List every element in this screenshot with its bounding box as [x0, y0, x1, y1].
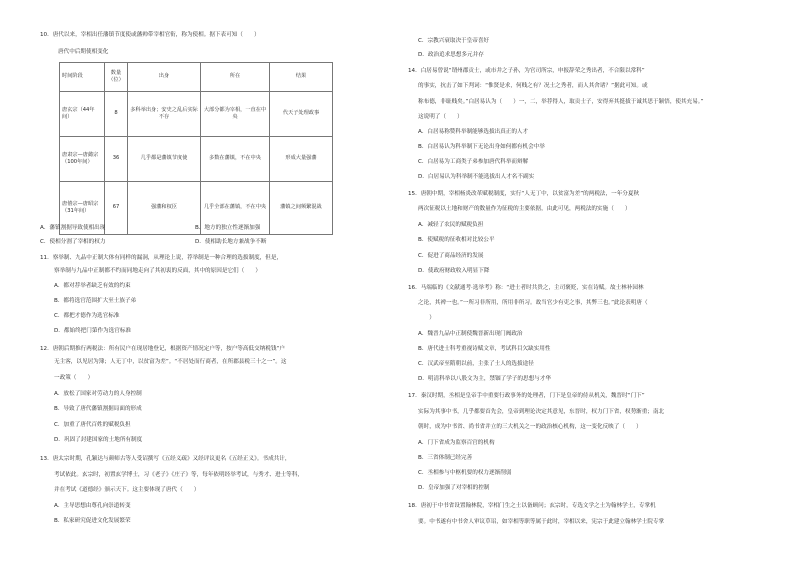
option-c[interactable]: C．汉武帝至隋朝以前，主张了士人的选拔途径 — [418, 361, 534, 367]
option-d[interactable]: D．使政府财政收入明显下降 — [418, 268, 490, 274]
table-header-cell: 数量（位） — [105, 63, 128, 92]
option-c[interactable]: C．使相分割了宰相的权力 — [40, 239, 106, 245]
question-14-line: 这说明了（ ） — [418, 114, 463, 120]
option-a[interactable]: A．白居易称赞科举制能够选拔出真正的人才 — [418, 129, 529, 135]
option-b[interactable]: B．私家研究促进文化发展繁荣 — [54, 518, 131, 524]
table-header-cell: 所在 — [201, 63, 270, 92]
table-cell: 强藩和权臣 — [128, 182, 201, 235]
question-17-line: 朝时，成为中书省、尚书省并立的三大机关之一的政治核心机构，这一变化反映了（ ） — [418, 424, 642, 430]
question-11-line: 察举制与九品中正制都不约而同地走向了其初衷的反面，其中的原因是它们（ ） — [54, 268, 261, 274]
question-12-line: 无主客，以见居为簿；人无丁中，以贫富为差”。“不居处而行商者，在所郡县税三十之一”。这 — [54, 359, 287, 365]
option-a[interactable]: A．放松了国家对劳动力的人身控制 — [54, 391, 142, 397]
option-c[interactable]: C．丞相参与中枢机要的权力逐渐削弱 — [418, 470, 512, 476]
option-b[interactable]: B．使赋税的征收相对比较公平 — [418, 237, 495, 243]
option-d[interactable]: D．明清科举以八股文为主，禁锢了学子的思想与才华 — [418, 376, 551, 382]
question-13-line: 考试依此。玄宗时，初置玄学博士，习《老子》《庄子》等，每年依明经举考试，与秀才、进士等科， — [54, 472, 303, 478]
option-b[interactable]: B．唐代进士科考重视诗赋文章，考试科目欠缺实用性 — [418, 346, 551, 352]
table-cell: 几乎全部在藩镇，不在中央 — [201, 182, 270, 235]
table-cell: 形成大量强藩 — [270, 137, 333, 182]
option-b[interactable]: B．地方的独立性逐渐加强 — [195, 225, 261, 231]
table-header-cell: 时间阶段 — [60, 63, 105, 92]
question-16-line: ） — [418, 315, 435, 321]
question-16-line: 之论，其裨一也。”一所习非所用，所用非所习。故当官少有吏之事，其弊三也。”此论表明唐（ — [418, 300, 648, 306]
option-d[interactable]: D．皇帝加强了对宰相的控制 — [418, 485, 490, 491]
option-a[interactable]: A．门下省成为监察百官的机构 — [418, 440, 495, 446]
table-cell: 唐肃宗—唐懿宗（100年间） — [60, 137, 105, 182]
option-c[interactable]: C．促进了商品经济的发展 — [418, 253, 484, 259]
table-row — [60, 92, 333, 137]
table-row — [60, 137, 333, 182]
table-cell: 多科举出身；安史之乱后实际不存 — [128, 92, 201, 137]
option-a[interactable]: A．魏晋九品中正制使魏晋新出现门阀政治 — [418, 331, 523, 337]
option-c[interactable]: C．加重了唐代百姓的赋税负担 — [54, 422, 131, 428]
table-cell: 藩镇之间频繁混战 — [270, 182, 333, 235]
table-cell: 67 — [105, 182, 128, 235]
question-16-line: 16．马端临的《文献通考·选举考》称：“进士者时共贵之，主司褒贬，实在诗赋。故士林补园林 — [408, 285, 644, 291]
question-17-line: 17．秦汉时期，丞相是皇帝手中重要行政事务的处理者，门下是皇帝的侍从机关，魏晋时“门下” — [408, 393, 645, 399]
question-12-line: 12．唐朝后期推行两税法：所有民户在现居地登记，根据资产情况定户等，按户等高低交纳税钱“户 — [40, 346, 285, 352]
option-d[interactable]: D．使相助长地方兼战争不断 — [195, 239, 267, 245]
question-12-line: 一政策（ ） — [54, 375, 94, 381]
table-cell: 大部分都为宰相，一直在中央 — [201, 92, 270, 137]
question-13-line: 13．唐太宗时期，孔颖达与颜师古等人受诏撰写《五经义疏》又经评议更名《五经正义》。书成共计， — [40, 456, 291, 462]
table-header-row — [60, 63, 333, 92]
table-cell: 代天子处理政事 — [270, 92, 333, 137]
question-14-line: 的事实，抗击了如下判词：“惟贤是求，何贱之有？况士之秀者，而人其舍诸？”据此可知。或 — [418, 83, 648, 89]
question-15-line: 15．唐朝中期，宰相杨炎改革赋税制度，实行“人无丁中，以贫富为差”的两税法，一年分夏秋 — [408, 191, 640, 197]
option-d[interactable]: D．巩固了封建国家的土地所有制度 — [54, 437, 143, 443]
table-cell: 8 — [105, 92, 128, 137]
table-cell: 唐僖宗—唐昭宗（31年间） — [60, 182, 105, 235]
table-cell: 多数在藩镇，不在中央 — [201, 137, 270, 182]
option-a[interactable]: A．主导思想由尊孔向崇道转变 — [54, 503, 131, 509]
option-c[interactable]: C．都把才德作为选官标准 — [54, 313, 120, 319]
question-18-line: 18．唐初于中书省设置翰林院，宰相门生之士以备顾问；玄宗时，专选文学之士为翰林学士，专掌机 — [408, 503, 656, 509]
option-b[interactable]: B．白居易认为科举制下无论出身如何都有机会中举 — [418, 144, 545, 150]
table-header-cell: 出身 — [128, 63, 201, 92]
option-a[interactable]: A．藩镇割据导致使相出现 — [40, 225, 106, 231]
question-10-stem: 10．唐代以来，宰相出任藩镇节度使或藩帅带宰相官衔，称为使相。据下表可知（ ） — [40, 32, 260, 38]
question-14-line: 14．白居易曾说“谓州郡贡士，或市井之子孙，为官司所宗，申报辞荣之秀出者，不合限以常科” — [408, 68, 645, 74]
option-d[interactable]: D．白居易认为科举制不能选拔出人才名不副实 — [418, 174, 535, 180]
table-cell: 唐玄宗（44年间） — [60, 92, 105, 137]
question-11-line: 11．察举制、九品中正制大体有同样的漏洞，从理论上说，荐举制是一种合理的选拔制度，但是， — [40, 255, 283, 261]
question-17-line: 实际为其事中书，几乎都要首先会，皇帝到理论决定其意见，东晋时，权力门下省，权势渐重；南北 — [418, 409, 665, 415]
table-caption: 唐代中后期使相变化 — [58, 49, 109, 55]
option-c[interactable]: C．宗教兴衰取决于皇帝喜好 — [418, 38, 490, 44]
question-14-line: 称布德，非耻贱矣。”白居易认为（ ）一，二，举荐得人，取贡士子，安得弃其挺拔于诚其思于颖悟，使其充易。” — [418, 99, 704, 105]
option-d[interactable]: D．都始终把门第作为选官标准 — [54, 328, 132, 334]
option-c[interactable]: C．白居易为工商类子弟参加唐代科举而辩解 — [418, 159, 529, 165]
table-header-cell: 结果 — [270, 63, 333, 92]
question-15-line: 两次征税以土地和财产的数量作为征税的主要依据，由此可见，两税法的实施（ ） — [418, 206, 631, 212]
option-a[interactable]: A．都对荐举者缺乏有效的约束 — [54, 283, 131, 289]
option-a[interactable]: A．减轻了农民的赋税负担 — [418, 222, 484, 228]
table-cell: 几乎都是藩镇节度使 — [128, 137, 201, 182]
option-b[interactable]: B．导致了唐代藩镇割据局面的形成 — [54, 406, 142, 412]
option-d[interactable]: D．政治追求思想多元并存 — [418, 52, 484, 58]
question-18-line: 要。中书遂有中书舍人审议草诏，如宰相等职等属于此时，宰相以来，宪宗于此建立翰林学士院专掌 — [418, 519, 665, 525]
comparison-table — [59, 62, 333, 235]
question-13-line: 并在考试《道德经》颁示天下。这主要体现了唐代（ ） — [54, 487, 200, 493]
option-b[interactable]: B．都将选官范围扩大至士族子弟 — [54, 298, 137, 304]
option-b[interactable]: B．三省体制已经完善 — [418, 455, 473, 461]
table-cell: 36 — [105, 137, 128, 182]
